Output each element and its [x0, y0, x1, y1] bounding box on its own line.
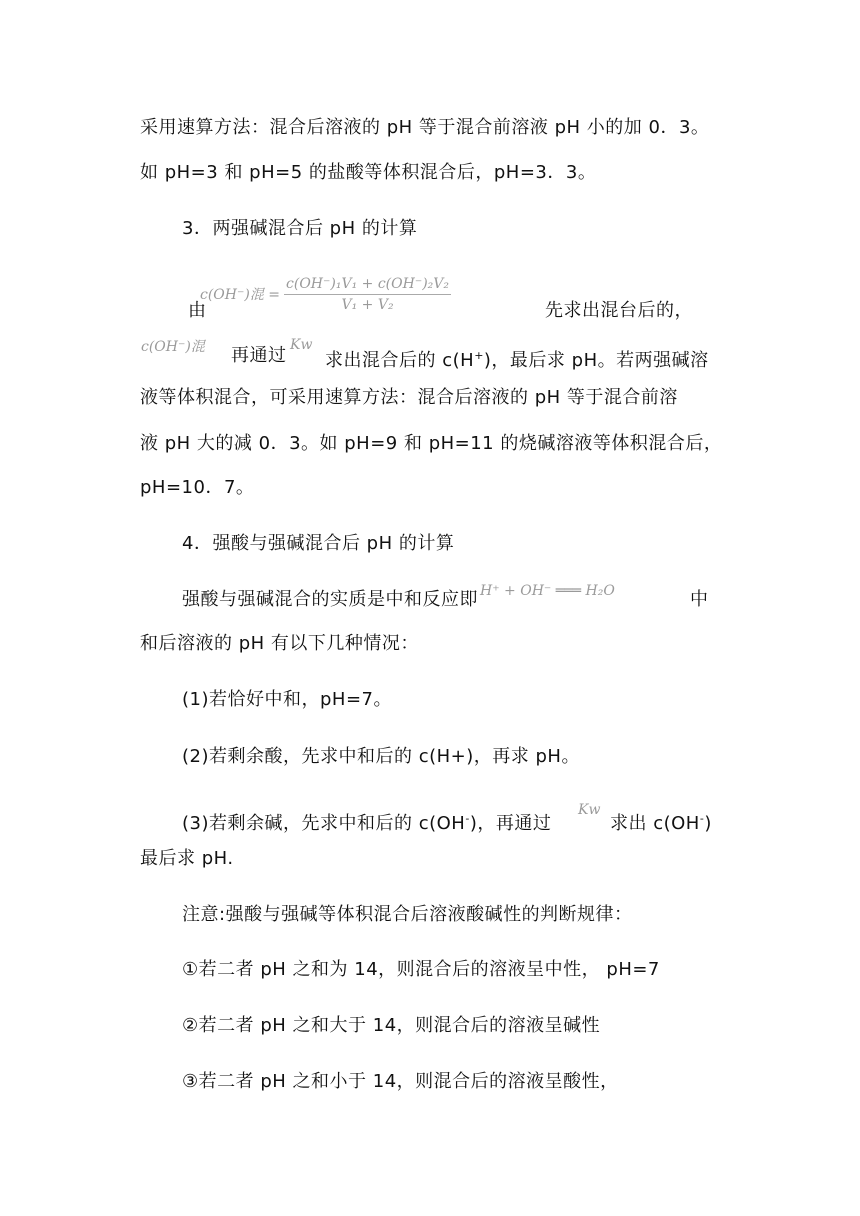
formula-fraction [284, 276, 451, 313]
mixing-formula-image [200, 270, 545, 318]
text-fragment: ) [704, 813, 712, 834]
text-fragment [610, 807, 712, 836]
oh-mix-formula-image: c(OH⁻)混 [141, 339, 205, 355]
list-item: (2)若剩余酸，先求中和后的 c(H+)，再求 pH。 [182, 746, 580, 767]
section-heading: 3．两强碱混合后 pH 的计算 [182, 218, 418, 239]
formula-numerator: c(OH⁻)₁V₁ + c(OH⁻)₂V₂ [284, 276, 451, 295]
superscript: - [699, 812, 705, 825]
note-heading: 注意:强酸与强碱等体积混合后溶液酸碱性的判断规律： [182, 904, 633, 925]
text-fragment: 求出 c(OH [610, 813, 700, 834]
text-fragment: 再通过 [231, 345, 287, 366]
text-fragment: )，最后求 pH。若两强碱溶 [483, 350, 709, 371]
text-line: 采用速算方法：混合后溶液的 pH 等于混合前溶液 pH 小的加 0．3。 [140, 117, 710, 138]
rule-item: ①若二者 pH 之和为 14，则混合后的溶液呈中性， pH=7 [182, 959, 660, 980]
section-heading: 4．强酸与强碱混合后 pH 的计算 [182, 533, 455, 554]
text-fragment: (3)若剩余碱，先求中和后的 c(OH [182, 813, 466, 834]
neutralization-equation-image: H⁺ + OH⁻ ═══ H₂O [480, 583, 615, 599]
text-line: pH=10．7。 [140, 477, 255, 498]
text-line: 液等体积混合，可采用速算方法：混合后溶液的 pH 等于混合前溶 [140, 387, 678, 408]
text-line: 和后溶液的 pH 有以下几种情况： [140, 633, 419, 654]
text-fragment: )，再通过 [469, 813, 552, 834]
rule-item: ②若二者 pH 之和大于 14，则混合后的溶液呈碱性 [182, 1015, 601, 1036]
text-line: 如 pH=3 和 pH=5 的盐酸等体积混合后，pH=3．3。 [140, 162, 597, 183]
formula-denominator: V₁ + V₂ [341, 296, 394, 313]
text-fragment: 由 [188, 300, 207, 321]
list-item: (1)若恰好中和，pH=7。 [182, 689, 392, 710]
formula-lhs: c(OH⁻)混 = [200, 287, 281, 303]
rule-item: ③若二者 pH 之和小于 14，则混合后的溶液呈酸性， [182, 1071, 619, 1092]
text-fragment: 中 [690, 589, 709, 610]
text-fragment [325, 344, 709, 373]
text-line: 最后求 pH. [140, 848, 234, 869]
text-fragment: 求出混合后的 c(H [325, 350, 475, 371]
list-item [182, 807, 551, 836]
superscript: + [474, 349, 484, 362]
text-fragment: 先求出混台后的， [545, 300, 693, 321]
kw-formula-image: Kw [290, 337, 313, 353]
text-line: 液 pH 大的减 0．3。如 pH=9 和 pH=11 的烧碱溶液等体积混合后， [140, 433, 723, 454]
kw-formula-image: Kw [578, 802, 601, 818]
superscript: - [465, 812, 470, 825]
text-line: 强酸与强碱混合的实质是中和反应即 [182, 589, 478, 610]
